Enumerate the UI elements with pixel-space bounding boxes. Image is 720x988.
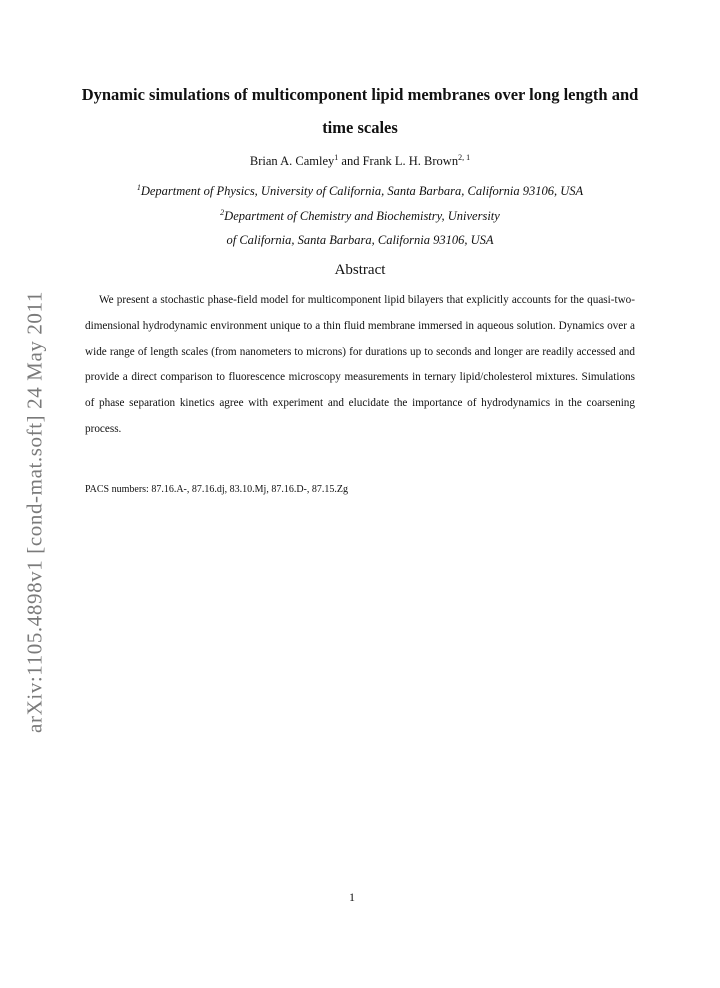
arxiv-identifier-stamp: arXiv:1105.4898v1 [cond-mat.soft] 24 May 2011: [22, 291, 47, 733]
affiliation-text: Department of Physics, University of California, Santa Barbara, California 93106, USA: [140, 184, 584, 198]
author-line: [80, 153, 640, 169]
affiliation-marker: 1: [334, 153, 339, 162]
affiliation-marker: 2, 1: [458, 153, 471, 162]
affiliation-marker: 2: [220, 208, 225, 217]
page-number: 1: [349, 890, 355, 904]
author-name: Frank L. H. Brown: [362, 154, 459, 168]
affiliation-2: [60, 208, 660, 224]
affiliation-text: Department of Chemistry and Biochemistry, University: [224, 209, 500, 223]
abstract-body: We present a stochastic phase-field model for multicomponent lipid bilayers that explicitly accounts for the quasi-two-dimensional hydrodynamic environment unique to a thin fluid membrane immersed in aqueous solution. Dynamics over a wide range of length scales (from nanometers to microns) for durations up to seconds and longer are readily accessed and provide a direct comparison to fluorescence microscopy measurements in ternary lipid/cholesterol mixtures. Simulations of phase separation kinetics agree with experiment and elucidate the importance of hydrodynamics in the coarsening process.: [85, 294, 635, 435]
paper-title: Dynamic simulations of multicomponent lipid membranes over long length and time scales: [81, 85, 639, 137]
author-conjunction: and: [338, 154, 363, 168]
pacs-numbers: PACS numbers: 87.16.A-, 87.16.dj, 83.10.Mj, 87.16.D-, 87.15.Zg: [85, 484, 348, 495]
abstract-heading: Abstract: [334, 262, 386, 278]
affiliation-1: [60, 183, 660, 199]
affiliation-marker: 1: [136, 183, 141, 192]
affiliation-2-continued: of California, Santa Barbara, California 93106, USA: [226, 233, 494, 247]
author-name: Brian A. Camley: [249, 154, 335, 168]
